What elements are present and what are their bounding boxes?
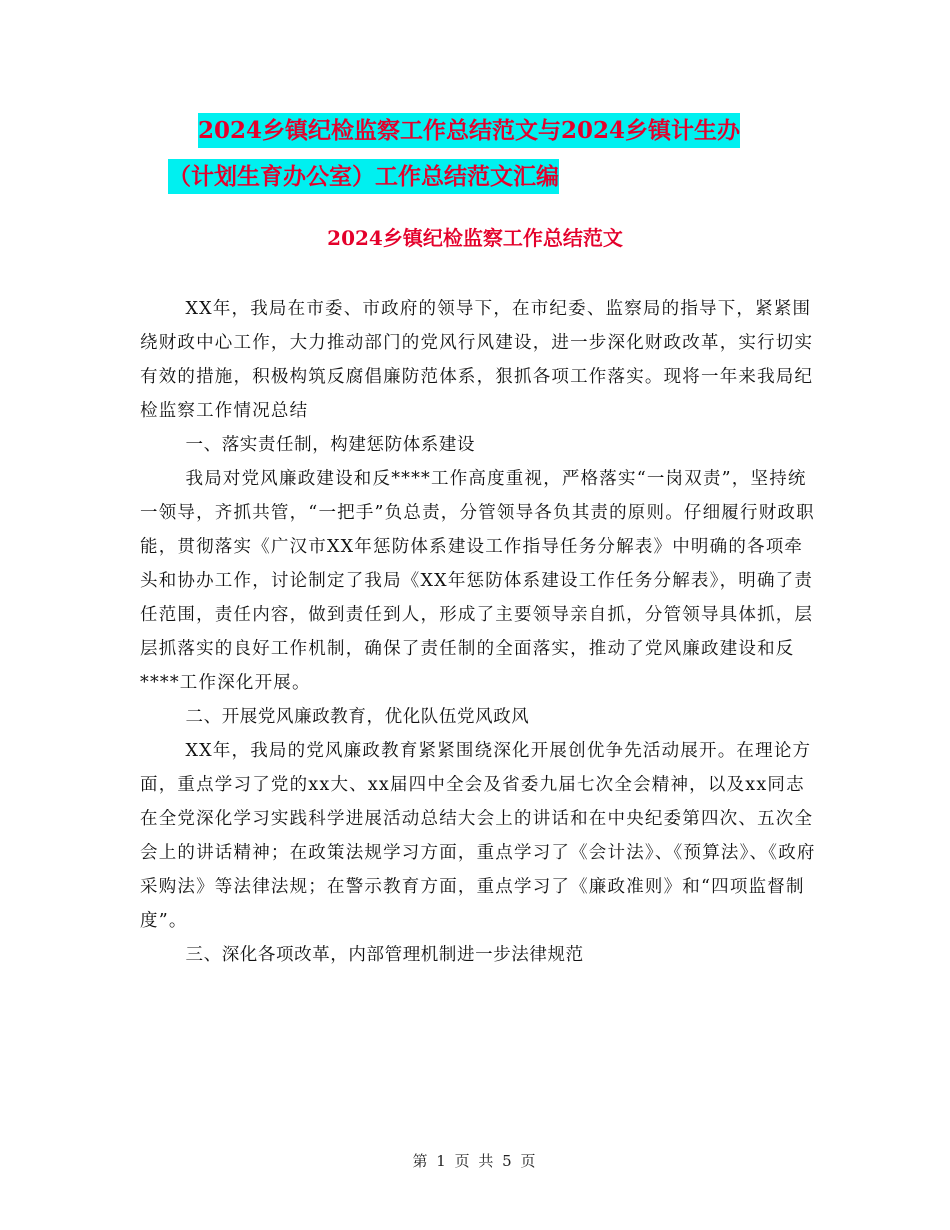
heading-2: 二、开展党风廉政教育，优化队伍党风政风 — [185, 707, 530, 727]
document-title-line-1: 2024乡镇纪检监察工作总结范文与2024乡镇计生办 — [198, 113, 740, 148]
document-title — [168, 108, 828, 200]
document-title-line-2: （计划生育办公室）工作总结范文汇编 — [168, 159, 559, 194]
paragraph-2: XX年，我局的党风廉政教育紧紧围绕深化开展创优争先活动展开。在理论方面，重点学习了党的xx大、xx届四中全会及省委九届七次全会精神，以及xx同志在全党深化学习实践科学进展活动总结大会上的讲话和在中央纪委第四次、五次全会上的讲话精神；在政策法规学习方面，重点学习了《会计法》、《预算法》、《政府采购法》等法律法规；在警示教育方面，重点学习了《廉政准则》和“四项监督制度”。 — [140, 741, 816, 931]
document-body — [140, 292, 820, 972]
page-footer: 第 1 页 共 5 页 — [412, 1152, 538, 1170]
section-title: 2024乡镇纪检监察工作总结范文 — [327, 226, 623, 250]
heading-1: 一、落实责任制，构建惩防体系建设 — [185, 435, 476, 455]
paragraph-intro: XX年，我局在市委、市政府的领导下，在市纪委、监察局的指导下，紧紧围绕财政中心工作，大力推动部门的党风行风建设，进一步深化财政改革，实行切实有效的措施，积极构筑反腐倡廉防范体系，狠抓各项工作落实。现将一年来我局纪检监察工作情况总结 — [140, 299, 814, 421]
paragraph-1: 我局对党风廉政建设和反****工作高度重视，严格落实“一岗双责”，坚持统一领导，齐抓共管，“一把手”负总责，分管领导各负其责的原则。仔细履行财政职能，贯彻落实《广汉市XX年惩防体系建设工作指导任务分解表》中明确的各项牵头和协办工作，讨论制定了我局《XX年惩防体系建设工作任务分解表》，明确了责任范围，责任内容，做到责任到人，形成了主要领导亲自抓，分管领导具体抓，层层抓落实的良好工作机制，确保了责任制的全面落实，推动了党风廉政建设和反****工作深化开展。 — [140, 469, 815, 693]
heading-3: 三、深化各项改革，内部管理机制进一步法律规范 — [185, 945, 584, 965]
